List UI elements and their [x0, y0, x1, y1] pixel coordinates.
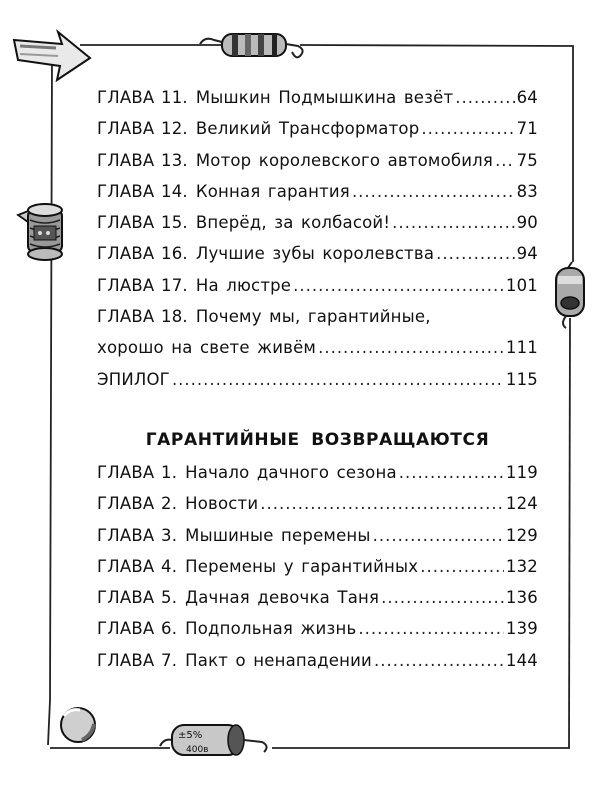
- chapter-title: Новости: [185, 494, 259, 514]
- chapter-number: 13.: [161, 150, 188, 170]
- dot-leader: [420, 557, 504, 576]
- page-number: 94: [516, 244, 538, 264]
- chapter-label: ГЛАВА: [97, 463, 155, 482]
- chapter-title: На люстре: [195, 275, 292, 295]
- dot-leader: [381, 588, 504, 607]
- toc-entry[interactable]: [97, 494, 538, 525]
- toc-part-1: [97, 88, 538, 401]
- chapter-number: 7.: [161, 650, 178, 670]
- toc-entry[interactable]: [97, 151, 538, 182]
- chapter-number: 3.: [161, 525, 178, 545]
- dot-leader: [399, 463, 504, 482]
- capacitor-label-1: ±5%: [178, 730, 203, 741]
- chapter-number: 4.: [161, 556, 178, 576]
- page-number: 139: [505, 619, 538, 639]
- dot-leader: [260, 494, 504, 513]
- toc-entry[interactable]: [97, 213, 538, 244]
- page-number: 101: [505, 275, 538, 295]
- toc-entry[interactable]: [97, 88, 538, 119]
- section-heading: ГАРАНТИЙНЫЕ ВОЗВРАЩАЮТСЯ: [145, 430, 490, 450]
- chapter-label: ГЛАВА: [97, 244, 155, 264]
- toc-entry[interactable]: [97, 619, 538, 650]
- chapter-label: ГЛАВА: [97, 650, 155, 670]
- chapter-label: ГЛАВА: [97, 525, 155, 545]
- dot-leader: [358, 619, 504, 638]
- chapter-title: Вперёд, за колбасой!: [195, 213, 391, 233]
- page-number: 90: [516, 213, 538, 233]
- chapter-title: Подпольная жизнь: [185, 619, 357, 639]
- chapter-title: Пакт о ненападении: [185, 650, 372, 670]
- chapter-title-continued: хорошо на свете живём: [97, 338, 317, 358]
- toc-entry[interactable]: [97, 463, 538, 494]
- toc-entry-epilogue[interactable]: [97, 370, 538, 401]
- dot-leader: [172, 370, 504, 389]
- chapter-title: Лучшие зубы королевства: [195, 244, 435, 264]
- toc-entry[interactable]: [97, 651, 538, 682]
- capacitor-icon: [160, 725, 267, 755]
- toc-entry[interactable]: [97, 119, 538, 150]
- toc-entry[interactable]: [97, 557, 538, 588]
- toc-entry[interactable]: [97, 244, 538, 275]
- page-number: 75: [516, 150, 538, 170]
- dot-leader: [495, 151, 515, 170]
- dot-leader: [318, 338, 504, 357]
- chapter-title: Перемены у гарантийных: [185, 556, 419, 576]
- chapter-title: Мотор королевского автомобиля: [195, 150, 494, 170]
- chapter-number: 14.: [161, 181, 188, 201]
- chapter-number: 16.: [161, 244, 188, 264]
- chapter-label: ГЛАВА: [97, 307, 155, 327]
- dot-leader: [373, 526, 504, 545]
- chapter-label: ГЛАВА: [97, 494, 155, 514]
- dot-leader: [352, 182, 515, 201]
- chapter-title: Мышкин Подмышкина везёт: [195, 88, 454, 107]
- toc-entry[interactable]: [97, 276, 538, 307]
- ball-icon: [61, 708, 95, 742]
- chapter-label: ГЛАВА: [97, 556, 155, 576]
- epilogue-title: ЭПИЛОГ: [97, 369, 170, 389]
- chapter-number: 1.: [161, 463, 178, 482]
- chapter-number: 11.: [161, 88, 188, 107]
- chapter-label: ГЛАВА: [97, 275, 155, 295]
- page-number: 119: [505, 463, 538, 482]
- page-number: 129: [505, 525, 538, 545]
- chapter-number: 2.: [161, 494, 178, 514]
- chapter-label: ГЛАВА: [97, 213, 155, 233]
- capacitor-label-2: 400в: [186, 745, 209, 755]
- chapter-title: Конная гарантия: [195, 181, 350, 201]
- chapter-label: ГЛАВА: [97, 619, 155, 639]
- page-number: 124: [505, 494, 538, 514]
- chapter-label: ГЛАВА: [97, 150, 155, 170]
- page-number: 64: [516, 88, 538, 107]
- dot-leader: [421, 119, 514, 138]
- dot-leader: [374, 651, 504, 670]
- chapter-label: ГЛАВА: [97, 588, 155, 608]
- page-number: 132: [505, 556, 538, 576]
- toc-entry[interactable]: [97, 588, 538, 619]
- chapter-title: Великий Трансформатор: [195, 119, 420, 139]
- chapter-label: ГЛАВА: [97, 119, 155, 139]
- toc-entry-ch18-line2[interactable]: [97, 338, 538, 369]
- dot-leader: [436, 244, 514, 263]
- chapter-number: 12.: [161, 119, 188, 139]
- page-number: 111: [505, 338, 538, 358]
- toc-part-2: [97, 463, 538, 682]
- chapter-number: 18.: [161, 307, 188, 327]
- chapter-title: Мышиные перемены: [185, 525, 371, 545]
- chapter-label: ГЛАВА: [97, 88, 155, 107]
- dot-leader: [392, 213, 514, 232]
- chapter-title: Дачная девочка Таня: [185, 588, 380, 608]
- page-number: 115: [505, 369, 538, 389]
- chapter-number: 6.: [161, 619, 178, 639]
- chapter-title: Почему мы, гарантийные,: [195, 307, 431, 327]
- page-number: 71: [516, 119, 538, 139]
- page-number: 83: [516, 181, 538, 201]
- chapter-number: 15.: [161, 213, 188, 233]
- dot-leader: [293, 276, 504, 295]
- toc-entry[interactable]: [97, 182, 538, 213]
- dot-leader: [455, 88, 514, 107]
- chapter-label: ГЛАВА: [97, 181, 155, 201]
- chapter-title: Начало дачного сезона: [185, 463, 397, 482]
- page-number: 136: [505, 588, 538, 608]
- page-number: 144: [505, 650, 538, 670]
- toc-entry-ch18-line1[interactable]: [97, 307, 538, 338]
- coil-icon: [18, 204, 62, 260]
- chapter-number: 17.: [161, 275, 188, 295]
- toc-entry[interactable]: [97, 526, 538, 557]
- chapter-number: 5.: [161, 588, 178, 608]
